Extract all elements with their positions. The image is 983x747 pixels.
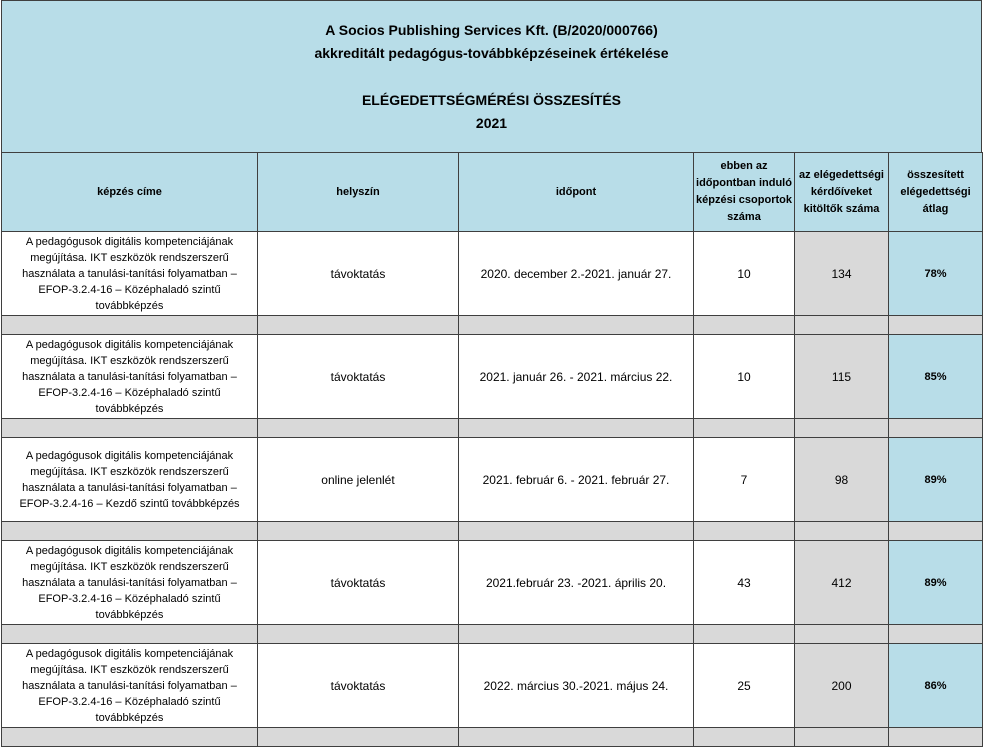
satisfaction-average: 78% [889, 232, 983, 316]
course-time: 2022. március 30.-2021. május 24. [459, 644, 694, 728]
course-location: távoktatás [258, 335, 459, 419]
group-count: 10 [694, 232, 795, 316]
course-title: A pedagógusok digitális kompetenciájának megújítása. IKT eszközök rendszerszerű használata a tanulási-tanítási folyamatban – EFOP-3.2.4-16 – Kezdő szintű továbbképzés [2, 438, 258, 522]
group-count: 7 [694, 438, 795, 522]
satisfaction-average: 85% [889, 335, 983, 419]
course-location: távoktatás [258, 232, 459, 316]
col-header-groups: ebben az időpontban induló képzési csoportok száma [694, 153, 795, 232]
respondent-count: 412 [795, 541, 889, 625]
col-header-location: helyszín [258, 153, 459, 232]
satisfaction-average: 89% [889, 541, 983, 625]
respondent-count: 134 [795, 232, 889, 316]
course-time: 2021.február 23. -2021. április 20. [459, 541, 694, 625]
course-location: távoktatás [258, 644, 459, 728]
table-header-row [2, 153, 983, 232]
course-time: 2021. január 26. - 2021. március 22. [459, 335, 694, 419]
respondent-count: 115 [795, 335, 889, 419]
group-count: 25 [694, 644, 795, 728]
report-header [1, 0, 982, 152]
report-year: 2021 [475, 115, 508, 131]
report-subtitle: akkreditált pedagógus-továbbképzéseinek értékelése [314, 45, 669, 61]
spacer-row [2, 522, 983, 541]
course-time: 2021. február 6. - 2021. február 27. [459, 438, 694, 522]
group-count: 10 [694, 335, 795, 419]
course-title: A pedagógusok digitális kompetenciájának megújítása. IKT eszközök rendszerszerű használata a tanulási-tanítási folyamatban – EFOP-3.2.4-16 – Középhaladó szintű továbbképzés [2, 232, 258, 316]
col-header-average: összesített elégedettségi átlag [889, 153, 983, 232]
table-row [2, 438, 983, 522]
course-location: távoktatás [258, 541, 459, 625]
spacer-row [2, 728, 983, 747]
respondent-count: 98 [795, 438, 889, 522]
course-location: online jelenlét [258, 438, 459, 522]
report-title: ELÉGEDETTSÉGMÉRÉSI ÖSSZESÍTÉS [361, 92, 622, 108]
table-row [2, 541, 983, 625]
org-title: A Socios Publishing Services Kft. (B/2020/000766) [325, 22, 658, 38]
course-title: A pedagógusok digitális kompetenciájának megújítása. IKT eszközök rendszerszerű használata a tanulási-tanítási folyamatban – EFOP-3.2.4-16 – Középhaladó szintű továbbképzés [2, 335, 258, 419]
spacer-row [2, 419, 983, 438]
spacer-row [2, 316, 983, 335]
satisfaction-average: 86% [889, 644, 983, 728]
group-count: 43 [694, 541, 795, 625]
course-title: A pedagógusok digitális kompetenciájának megújítása. IKT eszközök rendszerszerű használata a tanulási-tanítási folyamatban – EFOP-3.2.4-16 – Középhaladó szintű továbbképzés [2, 541, 258, 625]
spreadsheet [1, 0, 982, 747]
col-header-respondents: az elégedettségi kérdőíveket kitöltők száma [795, 153, 889, 232]
col-header-time: időpont [459, 153, 694, 232]
course-time: 2020. december 2.-2021. január 27. [459, 232, 694, 316]
satisfaction-average: 89% [889, 438, 983, 522]
results-table [1, 152, 983, 747]
table-row [2, 644, 983, 728]
spacer-row [2, 625, 983, 644]
course-title: A pedagógusok digitális kompetenciájának megújítása. IKT eszközök rendszerszerű használata a tanulási-tanítási folyamatban – EFOP-3.2.4-16 – Középhaladó szintű továbbképzés [2, 644, 258, 728]
respondent-count: 200 [795, 644, 889, 728]
col-header-title: képzés címe [2, 153, 258, 232]
table-row [2, 335, 983, 419]
table-row [2, 232, 983, 316]
